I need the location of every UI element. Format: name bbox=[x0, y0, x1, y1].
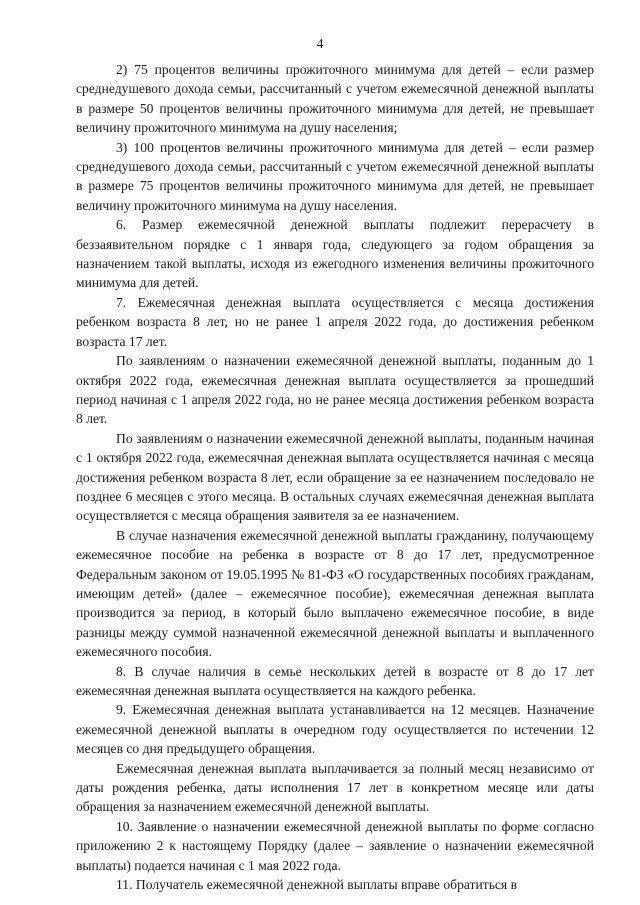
paragraph-item-2: 2) 75 процентов величины прожиточного минимума для детей – если размер среднедушевого дохода семьи, рассчитанный с учетом ежемесячной денежной выплаты в размере 50 процентов величины прожиточного минимума для детей, не превышает величину прожиточного минимума на душу населения; bbox=[76, 62, 594, 136]
paragraph-applications-before-october: По заявлениям о назначении ежемесячной денежной выплаты, поданным до 1 октября 2022 года, ежемесячная денежная выплата осуществляется за прошедший период начиная с 1 апреля 2022 года, но не ранее месяца достижения ребенком возраста 8 лет. bbox=[76, 353, 594, 427]
paragraph-applications-from-october: По заявлениям о назначении ежемесячной денежной выплаты, поданным начиная с 1 октября 2022 года, ежемесячная денежная выплата осуществляется начиная с месяца достижения ребенком возраста 8 лет, если обращение за ее назначением последовало не позднее 6 месяцев с этого месяца. В остальных случаях ежемесячная денежная выплата осуществляется с месяца обращения заявителя за ее назначением. bbox=[76, 430, 594, 524]
paragraph-clause-10: 10. Заявление о назначении ежемесячной денежной выплаты по форме согласно приложению 2 к настоящему Порядку (далее – заявление о назначении ежемесячной выплаты) подается начиная с 1 мая 2022 года. bbox=[76, 818, 594, 873]
paragraph-clause-8: 8. В случае наличия в семье нескольких детей в возрасте от 8 до 17 лет ежемесячная денежная выплата осуществляется на каждого ребенка. bbox=[76, 663, 594, 698]
paragraph-clause-9: 9. Ежемесячная денежная выплата устанавливается на 12 месяцев. Назначение ежемесячной денежной выплаты в очередном году осуществляется по истечении 12 месяцев со дня предыдущего обращения. bbox=[76, 702, 594, 757]
paragraph-clause-11: 11. Получатель ежемесячной денежной выплаты вправе обратиться в bbox=[116, 877, 518, 893]
paragraph-clause-6: 6. Размер ежемесячной денежной выплаты подлежит перерасчету в беззаявительном порядке с 1 января года, следующего за годом обращения за назначением такой выплаты, исходя из ежегодного изменения величины прожиточного минимума для детей. bbox=[76, 217, 594, 291]
page-number: 4 bbox=[316, 36, 324, 51]
document-body bbox=[76, 60, 594, 894]
paragraph-clause-7: 7. Ежемесячная денежная выплата осуществляется с месяца достижения ребенком возраста 8 лет, но не ранее 1 апреля 2022 года, до достижения ребенком возраста 17 лет. bbox=[76, 294, 594, 349]
paragraph-item-3: 3) 100 процентов величины прожиточного минимума для детей – если размер среднедушевого дохода семьи, рассчитанный с учетом ежемесячной денежной выплаты в размере 75 процентов величины прожиточного минимума для детей, не превышает величину прожиточного минимума на душу населения. bbox=[76, 139, 594, 213]
paragraph-full-month-payment: Ежемесячная денежная выплата выплачивается за полный месяц независимо от даты рождения ребенка, даты исполнения 17 лет в конкретном месяце или даты обращения за назначением ежемесячной денежной выплаты. bbox=[76, 760, 594, 815]
paragraph-monthly-allowance: В случае назначения ежемесячной денежной выплаты гражданину, получающему ежемесячное пособие на ребенка в возрасте от 8 до 17 лет, предусмотренное Федеральным законом от 19.05.1995 № 81-ФЗ «О государственных пособиях гражданам, имеющим детей» (далее – ежемесячное пособие), ежемесячная денежная выплата производится за период, в который было выплачено ежемесячное пособие, в виде разницы между суммой назначенной ежемесячной денежной выплаты и выплаченного ежемесячного пособия. bbox=[76, 527, 594, 660]
